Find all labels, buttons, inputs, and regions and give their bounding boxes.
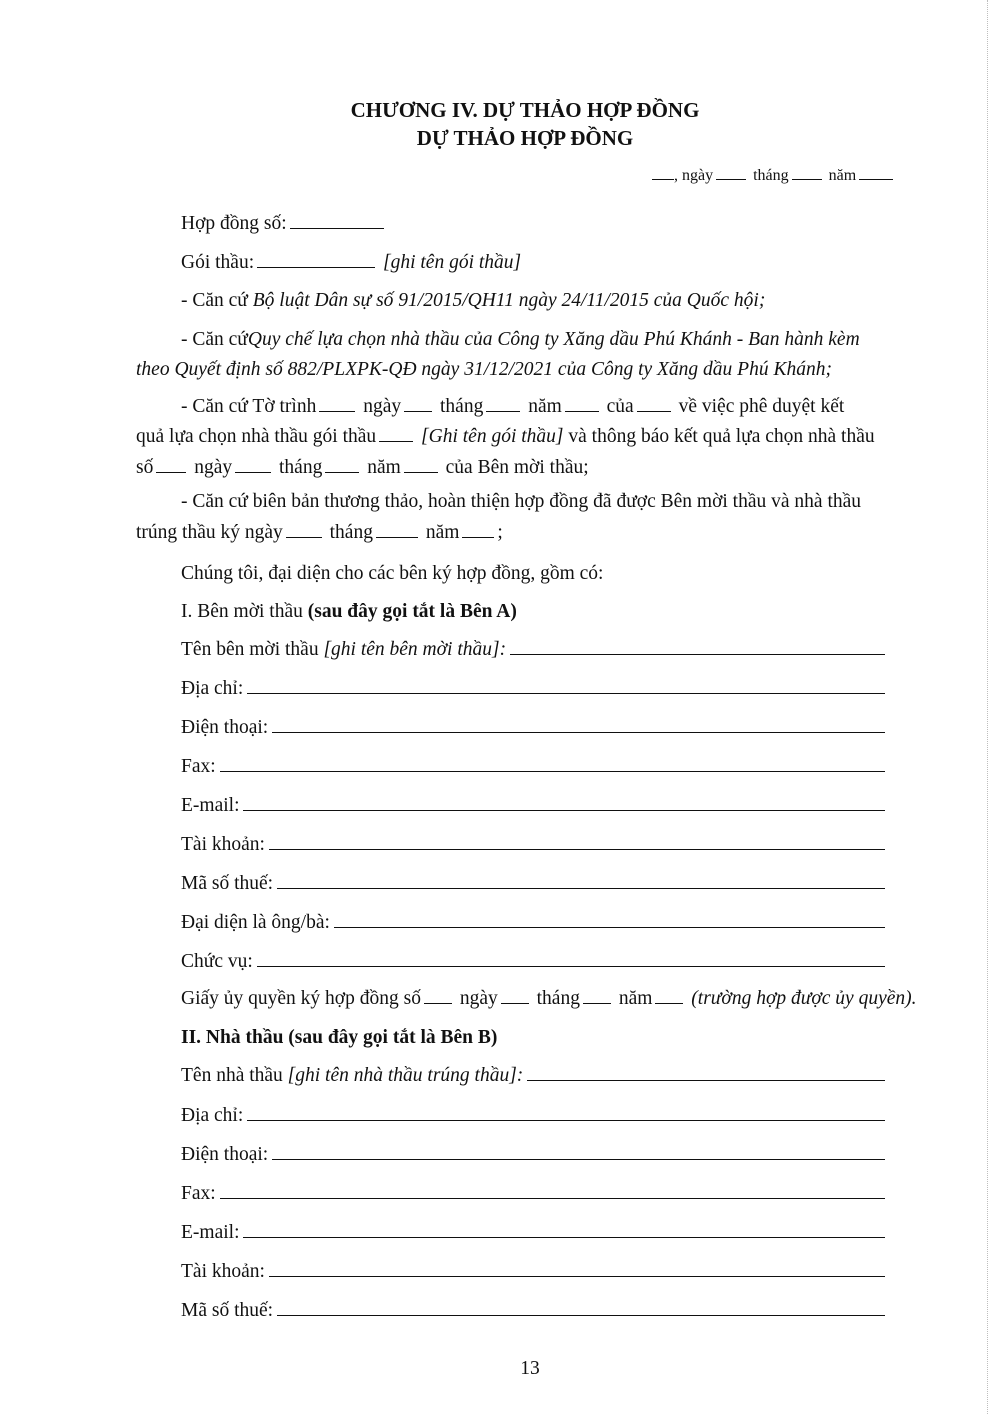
party-a-tax-code-field[interactable]: Mã số thuế: — [181, 872, 885, 896]
party-a-name-field[interactable]: Tên bên mời thầu [ghi tên bên mời thầu]: — [181, 638, 885, 662]
page-number: 13 — [520, 1358, 540, 1379]
party-b-email-field[interactable]: E-mail: — [181, 1221, 885, 1245]
chapter-title: CHƯƠNG IV. DỰ THẢO HỢP ĐỒNG — [350, 98, 700, 122]
party-b-account-field[interactable]: Tài khoản: — [181, 1260, 885, 1284]
party-a-authorization-line: Giấy ủy quyền ký hợp đồng số ngày tháng năm (trường hợp được ủy quyền). — [181, 988, 917, 1009]
party-a-address-field[interactable]: Địa chỉ: — [181, 677, 885, 701]
party-b-phone-field[interactable]: Điện thoại: — [181, 1143, 885, 1167]
intro-line: Chúng tôi, đại diện cho các bên ký hợp đồng, gồm có: — [181, 563, 604, 584]
contract-number-line: Hợp đồng số: — [181, 212, 387, 236]
basis-negotiation-line2: trúng thầu ký ngày tháng năm ; — [136, 522, 503, 543]
party-a-heading: I. Bên mời thầu (sau đây gọi tắt là Bên A) — [181, 601, 517, 622]
date-line: , ngày tháng năm — [652, 164, 896, 188]
basis-submission-line3: số ngày tháng năm của Bên mời thầu; — [136, 457, 589, 478]
basis-civil-code: - Căn cứ Bộ luật Dân sự số 91/2015/QH11 ngày 24/11/2015 của Quốc hội; — [181, 290, 766, 311]
party-a-email-field[interactable]: E-mail: — [181, 794, 885, 818]
basis-regulation-line2: theo Quyết định số 882/PLXPK-QĐ ngày 31/12/2021 của Công ty Xăng dầu Phú Khánh; — [136, 359, 832, 380]
party-a-phone-field[interactable]: Điện thoại: — [181, 716, 885, 740]
party-b-heading: II. Nhà thầu (sau đây gọi tắt là Bên B) — [181, 1027, 498, 1048]
party-b-fax-field[interactable]: Fax: — [181, 1182, 885, 1206]
party-b-name-field[interactable]: Tên nhà thầu [ghi tên nhà thầu trúng thầu]: — [181, 1064, 885, 1088]
party-b-address-field[interactable]: Địa chỉ: — [181, 1104, 885, 1128]
basis-submission-line1: - Căn cứ Tờ trình ngày tháng năm của về việc phê duyệt kết — [181, 396, 845, 417]
party-a-representative-field[interactable]: Đại diện là ông/bà: — [181, 911, 885, 935]
party-a-position-field[interactable]: Chức vụ: — [181, 950, 885, 974]
scan-edge-line — [987, 0, 988, 1414]
party-b-tax-code-field[interactable]: Mã số thuế: — [181, 1299, 885, 1323]
basis-regulation-line1: - Căn cứQuy chế lựa chọn nhà thầu của Công ty Xăng dầu Phú Khánh - Ban hành kèm — [181, 329, 860, 350]
party-a-account-field[interactable]: Tài khoản: — [181, 833, 885, 857]
party-a-fax-field[interactable]: Fax: — [181, 755, 885, 779]
basis-negotiation-line1: - Căn cứ biên bản thương thảo, hoàn thiện hợp đồng đã được Bên mời thầu và nhà thầu — [181, 491, 862, 512]
package-line: Gói thầu: [ghi tên gói thầu] — [181, 252, 522, 273]
basis-submission-line2: quả lựa chọn nhà thầu gói thầu [Ghi tên gói thầu] và thông báo kết quả lựa chọn nhà thầu — [136, 426, 875, 447]
document-subtitle: DỰ THẢO HỢP ĐỒNG — [416, 126, 634, 150]
